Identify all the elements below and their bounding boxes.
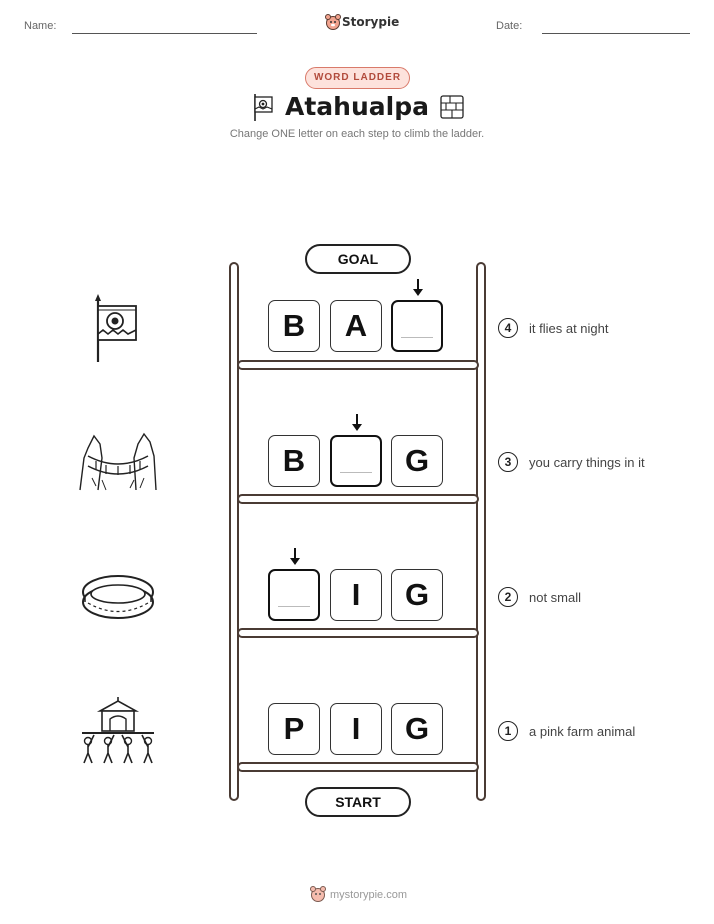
ladder-rail-right xyxy=(476,262,486,801)
step-number: 4 xyxy=(498,318,518,338)
down-arrow-icon xyxy=(289,548,301,566)
clue-text: it flies at night xyxy=(529,321,609,336)
instructions: Change ONE letter on each step to climb the ladder. xyxy=(229,128,485,140)
ladder-rung xyxy=(237,360,479,370)
inca-flag-icon xyxy=(88,292,144,364)
down-arrow-icon xyxy=(351,414,363,432)
word-ladder-badge: WORD LADDER xyxy=(305,67,410,89)
date-label: Date: xyxy=(496,20,523,32)
blank-letter-input[interactable] xyxy=(391,300,443,352)
clue-text: a pink farm animal xyxy=(529,724,636,739)
date-field[interactable] xyxy=(542,33,690,34)
step-number: 2 xyxy=(498,587,518,607)
start-label: START xyxy=(305,787,411,817)
name-field[interactable] xyxy=(72,33,257,34)
letter-tile: B xyxy=(268,435,320,487)
stone-wall-icon xyxy=(439,94,465,120)
clue-text: not small xyxy=(529,590,582,605)
letter-tile: B xyxy=(268,300,320,352)
letter-tile: I xyxy=(330,703,382,755)
step-number: 1 xyxy=(498,721,518,741)
letter-tile: G xyxy=(391,703,443,755)
footer-brand xyxy=(310,885,420,905)
letter-tile: I xyxy=(330,569,382,621)
letter-tile: G xyxy=(391,569,443,621)
ladder-rung xyxy=(237,762,479,772)
litter-carriers-icon xyxy=(78,695,158,765)
letter-tile: P xyxy=(268,703,320,755)
blank-letter-input[interactable] xyxy=(268,569,320,621)
bracelet-icon xyxy=(80,570,156,624)
ladder-rail-left xyxy=(229,262,239,801)
storypie-mascot-icon xyxy=(325,13,341,31)
footer-url[interactable]: mystorypie.com xyxy=(330,889,408,901)
ladder-rung xyxy=(237,628,479,638)
brand-logo xyxy=(325,13,400,33)
storypie-mascot-icon xyxy=(310,885,326,903)
inca-flag-small-icon xyxy=(252,92,274,122)
name-label: Name: xyxy=(24,20,57,32)
brand-name: Storypie xyxy=(342,15,400,29)
blank-letter-input[interactable] xyxy=(330,435,382,487)
rope-bridge-icon xyxy=(78,428,158,494)
letter-tile: G xyxy=(391,435,443,487)
letter-tile: A xyxy=(330,300,382,352)
clue-text: you carry things in it xyxy=(529,455,645,470)
step-number: 3 xyxy=(498,452,518,472)
ladder-rung xyxy=(237,494,479,504)
goal-label: GOAL xyxy=(305,244,411,274)
page-title: Atahualpa xyxy=(285,92,429,121)
down-arrow-icon xyxy=(412,279,424,297)
